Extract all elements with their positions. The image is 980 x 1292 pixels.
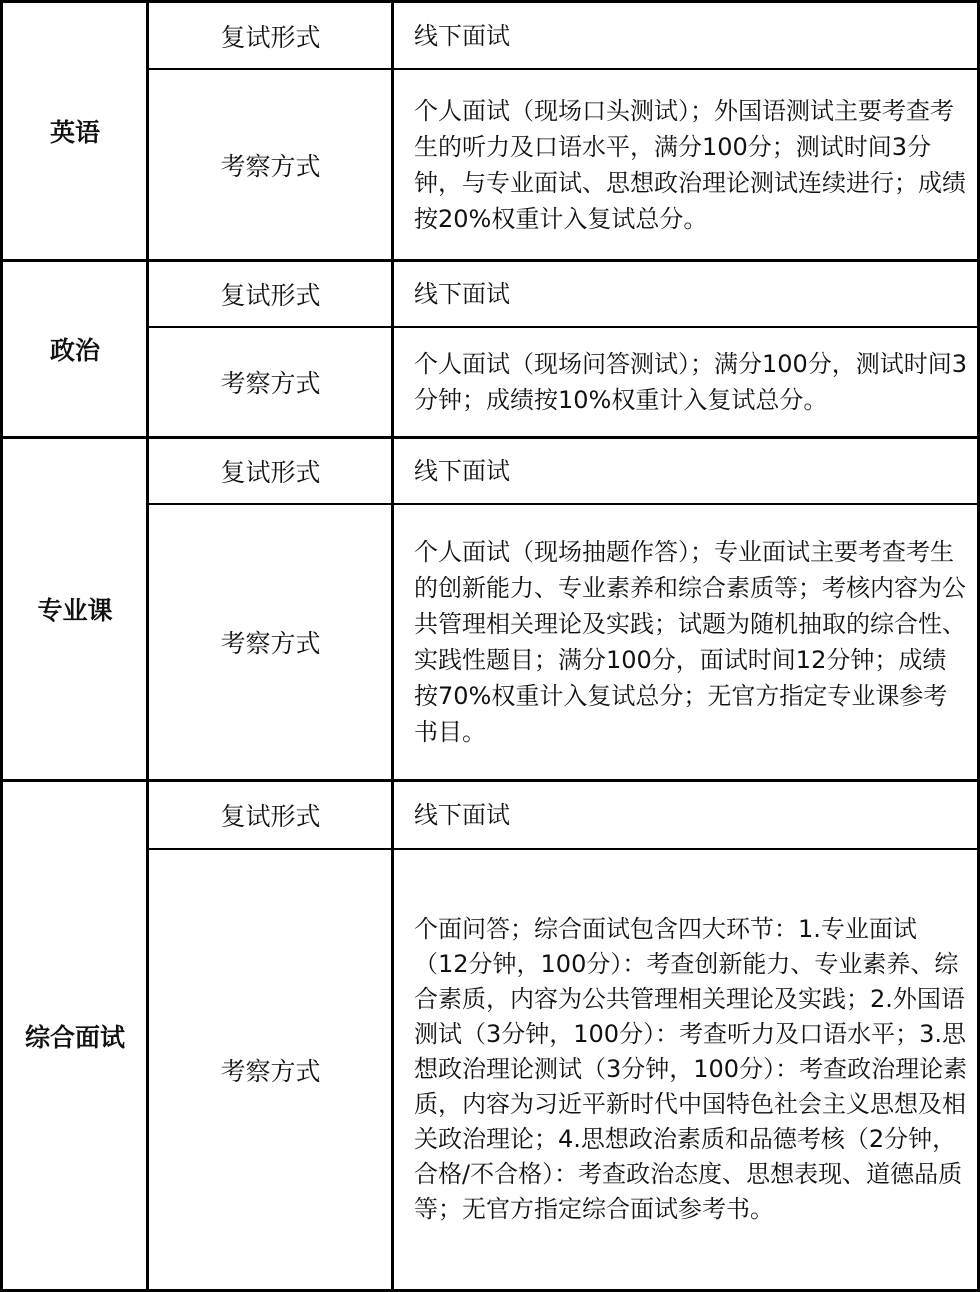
attr-value-method: 个人面试（现场抽题作答）；专业面试主要考查考生的创新能力、专业素养和综合素质等；考核内容为公共管理相关理论及实践；试题为随机抽取的综合性、实践性题目；满分100分，面试时间12分钟；成绩按70%权重计入复试总分；无官方指定专业课参考书目。 [414,538,966,746]
attr-label-method: 考察方式 [220,629,321,658]
attr-value-method: 个人面试（现场问答测试）；满分100分，测试时间3分钟；成绩按10%权重计入复试总分。 [414,350,968,414]
attr-label-method: 考察方式 [220,369,321,398]
attr-value-format: 线下面试 [414,280,510,308]
attr-label-format: 复试形式 [220,802,321,831]
attr-label-method: 考察方式 [220,151,321,181]
attr-value-format: 线下面试 [414,21,510,50]
attr-label-format: 复试形式 [220,458,321,487]
attr-value-format: 线下面试 [414,457,510,485]
section-label-major: 专业课 [37,596,113,625]
section-label-english: 英语 [49,118,100,147]
attr-label-format: 复试形式 [220,22,321,52]
section-label-politics: 政治 [49,336,100,365]
attr-label-method: 考察方式 [220,1056,321,1086]
attr-value-format: 线下面试 [414,801,510,829]
attr-label-format: 复试形式 [220,281,321,310]
attr-value-method: 个面问答；综合面试包含四大环节：1.专业面试（12分钟，100分）：考查创新能力、专业素养、综合素质，内容为公共管理相关理论及实践；2.外国语测试（3分钟，100分）：考查听力及口语水平；3.思想政治理论测试（3分钟，100分）：考查政治理论素质，内容为习近平新时代中国特色社会主义思想及相关政治理论；4.思想政治素质和品德考核（2分钟，合格/不合格）：考查政治态度、思想表现、道德品质等；无官方指定综合面试参考书。 [414,915,968,1223]
attr-value-method: 个人面试（现场口头测试）；外国语测试主要考查考生的听力及口语水平，满分100分；测试时间3分钟，与专业面试、思想政治理论测试连续进行；成绩按20%权重计入复试总分。 [414,96,966,233]
section-label-comprehensive: 综合面试 [24,1022,125,1052]
